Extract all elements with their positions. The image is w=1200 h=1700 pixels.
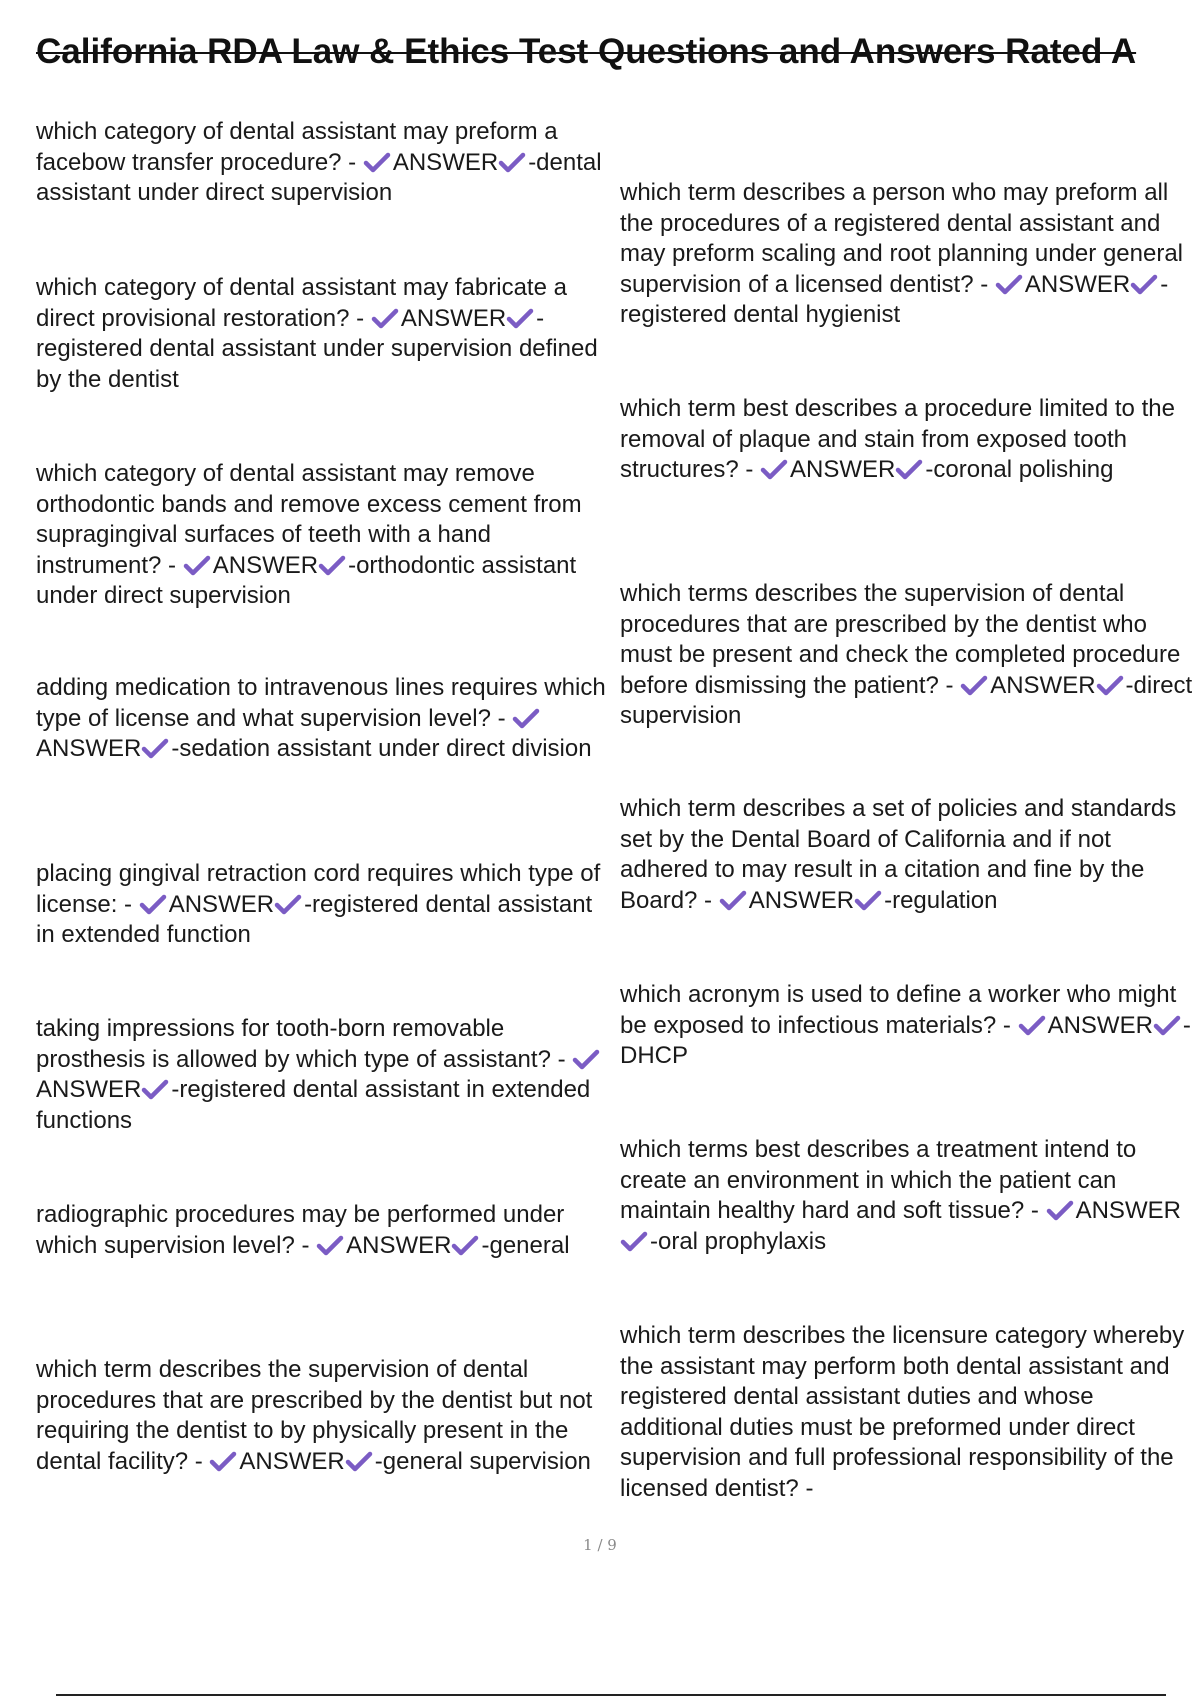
- answer-text: -registered dental hygienist: [620, 270, 1169, 328]
- question-text: which term best describes a procedure limited to the removal of plaque and stain from exposed tooth structures? -: [620, 395, 1175, 483]
- qa-item: [620, 178, 1200, 331]
- check-mark-icon: [1046, 1198, 1076, 1222]
- check-mark-icon: [1130, 272, 1160, 296]
- qa-item: [620, 980, 1200, 1072]
- answer-marker: ANSWER: [790, 456, 896, 483]
- question-text: taking impressions for tooth-born removable prosthesis is allowed by which type of assistant? -: [36, 1015, 566, 1073]
- answer-text: -general: [481, 1231, 570, 1259]
- check-mark-icon: [183, 553, 213, 577]
- answer-text: -oral prophylaxis: [650, 1227, 827, 1255]
- check-mark-icon: [371, 306, 401, 330]
- qa-item: [620, 1135, 1200, 1257]
- qa-item: [36, 1200, 612, 1261]
- answer-marker: ANSWER: [168, 890, 275, 918]
- check-mark-icon: [363, 150, 393, 174]
- qa-item: [36, 673, 612, 765]
- question-text: adding medication to intravenous lines requires which type of license and what supervision level? -: [36, 674, 606, 732]
- document-title: California RDA Law & Ethics Test Questions and Answers Rated A: [36, 32, 1137, 71]
- answer-marker: ANSWER: [392, 148, 499, 176]
- check-mark-icon: [895, 457, 925, 481]
- question-text: which terms describes the supervision of dental procedures that are prescribed by the dentist who must be present and check the completed procedure before dismissing the patient? -: [620, 580, 1181, 699]
- check-mark-icon: [620, 1229, 650, 1253]
- answer-marker: ANSWER: [212, 551, 319, 579]
- answer-marker: ANSWER: [1024, 270, 1131, 298]
- answer-marker: ANSWER: [1075, 1197, 1181, 1224]
- answer-marker: ANSWER: [990, 671, 1096, 699]
- check-mark-icon: [1096, 673, 1126, 697]
- check-mark-icon: [316, 1233, 346, 1257]
- question-text: which terms best describes a treatment intend to create an environment in which the patient can maintain healthy hard and soft tissue? -: [620, 1136, 1137, 1224]
- answer-text: -regulation: [884, 886, 998, 914]
- answer-text: -sedation assistant under direct division: [171, 735, 592, 762]
- answer-text: -registered dental assistant under supervision defined by the dentist: [36, 304, 598, 393]
- answer-marker: ANSWER: [239, 1447, 345, 1475]
- qa-item: [620, 394, 1200, 486]
- question-text: which term describes the licensure category whereby the assistant may perform both dental assistant and registered dental assistant duties and whose additional duties must be preformed under direct supervision and full professional responsibility of the licensed dentist? -: [620, 1322, 1185, 1502]
- check-mark-icon: [451, 1233, 481, 1257]
- answer-text: -dental assistant under direct supervision: [36, 148, 602, 206]
- check-mark-icon: [498, 150, 528, 174]
- check-mark-icon: [995, 272, 1025, 296]
- check-mark-icon: [719, 888, 749, 912]
- check-mark-icon: [318, 553, 348, 577]
- check-mark-icon: [141, 736, 171, 760]
- check-mark-icon: [141, 1077, 171, 1101]
- check-mark-icon: [960, 673, 990, 697]
- check-mark-icon: [345, 1449, 375, 1473]
- qa-item: [36, 117, 612, 209]
- answer-text: -registered dental assistant in extended functions: [36, 1076, 591, 1134]
- check-mark-icon: [854, 888, 884, 912]
- answer-text: -direct supervision: [620, 671, 1193, 729]
- answer-text: -coronal polishing: [925, 456, 1114, 483]
- answer-text: -registered dental assistant in extended function: [36, 890, 593, 948]
- check-mark-icon: [139, 892, 169, 916]
- check-mark-icon: [512, 706, 542, 730]
- question-text: placing gingival retraction cord requires which type of license: -: [36, 860, 601, 918]
- question-text: which category of dental assistant may fabricate a direct provisional restoration? -: [36, 274, 567, 332]
- check-mark-icon: [1018, 1013, 1048, 1037]
- qa-item: [36, 459, 612, 612]
- answer-marker: ANSWER: [36, 735, 142, 762]
- question-text: which term describes the supervision of dental procedures that are prescribed by the dentist but not requiring the dentist to by physically present in the dental facility? -: [36, 1356, 593, 1475]
- question-text: which category of dental assistant may remove orthodontic bands and remove excess cement from supragingival surfaces of teeth with a hand instrument? -: [36, 460, 582, 579]
- question-text: radiographic procedures may be performed under which supervision level? -: [36, 1201, 565, 1259]
- qa-item: [620, 1321, 1200, 1504]
- answer-marker: ANSWER: [1047, 1011, 1153, 1039]
- answer-marker: ANSWER: [36, 1076, 142, 1103]
- page-divider: [56, 1694, 1166, 1696]
- qa-item: [36, 273, 612, 395]
- check-mark-icon: [572, 1047, 602, 1071]
- answer-marker: ANSWER: [748, 886, 855, 914]
- answer-marker: ANSWER: [400, 304, 507, 332]
- check-mark-icon: [209, 1449, 239, 1473]
- question-text: which acronym is used to define a worker who might be exposed to infectious materials? -: [620, 981, 1177, 1039]
- answer-text: -general supervision: [374, 1447, 591, 1475]
- answer-text: -orthodontic assistant under direct supervision: [36, 551, 577, 609]
- answer-marker: ANSWER: [346, 1231, 452, 1259]
- question-text: which term describes a set of policies and standards set by the Dental Board of California and if not adhered to may result in a citation and fine by the Board? -: [620, 795, 1177, 914]
- check-mark-icon: [760, 457, 790, 481]
- qa-item: [620, 579, 1200, 732]
- check-mark-icon: [274, 892, 304, 916]
- qa-item: [36, 1014, 612, 1136]
- check-mark-icon: [506, 306, 536, 330]
- qa-item: [620, 794, 1200, 916]
- page-number: 1 / 9: [583, 1536, 617, 1554]
- qa-item: [36, 1355, 612, 1477]
- qa-item: [36, 859, 612, 951]
- answer-text: -DHCP: [620, 1011, 1191, 1069]
- question-text: which term describes a person who may preform all the procedures of a registered dental assistant and may preform scaling and root planning under general supervision of a licensed dentist? -: [620, 179, 1184, 298]
- check-mark-icon: [1153, 1013, 1183, 1037]
- question-text: which category of dental assistant may preform a facebow transfer procedure? -: [36, 118, 558, 176]
